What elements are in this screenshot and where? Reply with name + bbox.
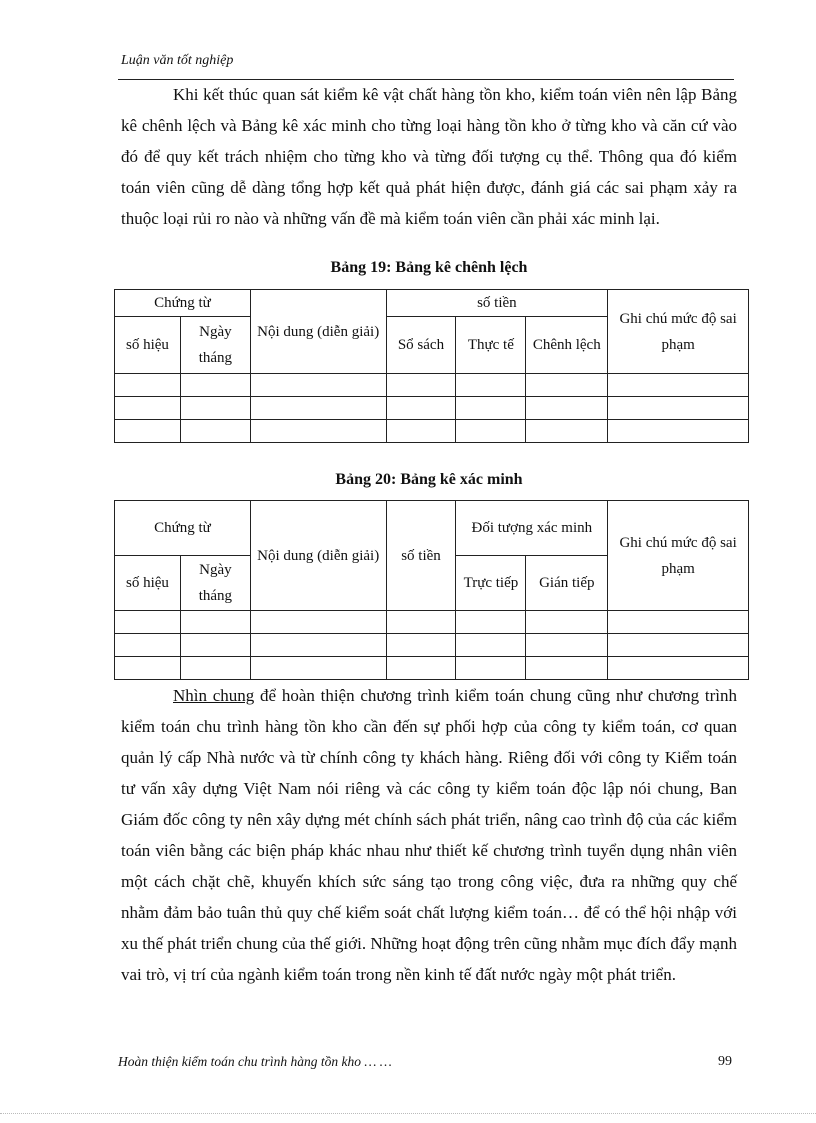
t19-header-so-tien: số tiền [386, 290, 608, 317]
table-row [115, 657, 749, 680]
running-footer: Hoàn thiện kiểm toán chu trình hàng tồn kho … … [118, 1054, 392, 1069]
intro-paragraph [121, 79, 737, 234]
table19-caption: Bảng 19: Bảng kê chênh lệch [330, 259, 528, 276]
table-row [115, 420, 749, 443]
t20-header-truc-tiep: Trực tiếp [456, 556, 526, 611]
t19-header-ngay-thang: Ngày tháng [180, 317, 250, 374]
t19-header-thuc-te: Thực tế [456, 317, 526, 374]
t20-header-chung-tu: Chứng từ [115, 501, 251, 556]
t20-header-so-hieu: số hiệu [115, 556, 181, 611]
t19-header-so-hieu: số hiệu [115, 317, 181, 374]
table20-verification-list [114, 500, 749, 680]
intro-paragraph-text: Khi kết thúc quan sát kiểm kê vật chất hàng tồn kho, kiểm toán viên nên lập Bảng kê chênh lệch và Bảng kê xác minh cho từng loại hàng tồn kho ở từng kho và căn cứ vào đó để quy kết trách nhiệm cho từng kho và từng đối tượng cụ thể. Thông qua đó kiểm toán viên cũng dễ dàng tổng hợp kết quả phát hiện được, đánh giá các sai phạm xảy ra thuộc loại rủi ro nào và những vấn đề mà kiểm toán viên cần phải xác minh lại. [121, 85, 737, 228]
t20-header-gian-tiep: Gián tiếp [526, 556, 608, 611]
t19-header-chung-tu: Chứng từ [115, 290, 251, 317]
t19-header-noi-dung: Nội dung (diễn giải) [250, 290, 386, 374]
closing-paragraph [121, 680, 737, 990]
closing-lead: Nhìn chung [173, 686, 255, 705]
table-row [115, 634, 749, 657]
t20-header-so-tien: số tiền [386, 501, 456, 611]
table19-discrepancy-list [114, 289, 749, 443]
page-number: 99 [718, 1054, 732, 1069]
table-row [115, 397, 749, 420]
t19-header-chenh-lech: Chênh lệch [526, 317, 608, 374]
closing-body: để hoàn thiện chương trình kiểm toán chung cũng như chương trình kiểm toán chu trình hàng tồn kho cần đến sự phối hợp của công ty kiểm toán, cơ quan quản lý cấp Nhà nước và từ chính công ty khách hàng. Riêng đối với công ty Kiểm toán tư vấn xây dựng Việt Nam nói riêng và các công ty kiểm toán độc lập nói chung, Ban Giám đốc công ty nên xây dựng mét chính sách phát triển, nâng cao trình độ của các kiểm toán viên bằng các biện pháp khác nhau như thiết kế chương trình tuyển dụng nhân viên một cách chặt chẽ, khuyến khích sức sáng tạo trong công việc, đưa ra những quy chế nhằm đảm bảo tuân thủ quy chế kiểm soát chất lượng kiểm toán… để có thể hội nhập với xu thế phát triển chung của thế giới. Những hoạt động trên cũng nhằm mục đích đẩy mạnh vai trò, vị trí của ngành kiểm toán trong nền kinh tế đất nước ngày một phát triển. [121, 686, 737, 984]
table-row [115, 374, 749, 397]
t20-header-doi-tuong: Đối tượng xác minh [456, 501, 608, 556]
t20-header-ghi-chu: Ghi chú mức độ sai phạm [608, 501, 749, 611]
table20-caption: Bảng 20: Bảng kê xác minh [335, 471, 523, 488]
t19-header-ghi-chu: Ghi chú mức độ sai phạm [608, 290, 749, 374]
bottom-divider [0, 1113, 816, 1114]
t19-header-so-sach: Sổ sách [386, 317, 456, 374]
running-header: Luận văn tốt nghiệp [121, 53, 234, 68]
table-row [115, 611, 749, 634]
t20-header-ngay-thang: Ngày tháng [180, 556, 250, 611]
t20-header-noi-dung: Nội dung (diễn giải) [250, 501, 386, 611]
